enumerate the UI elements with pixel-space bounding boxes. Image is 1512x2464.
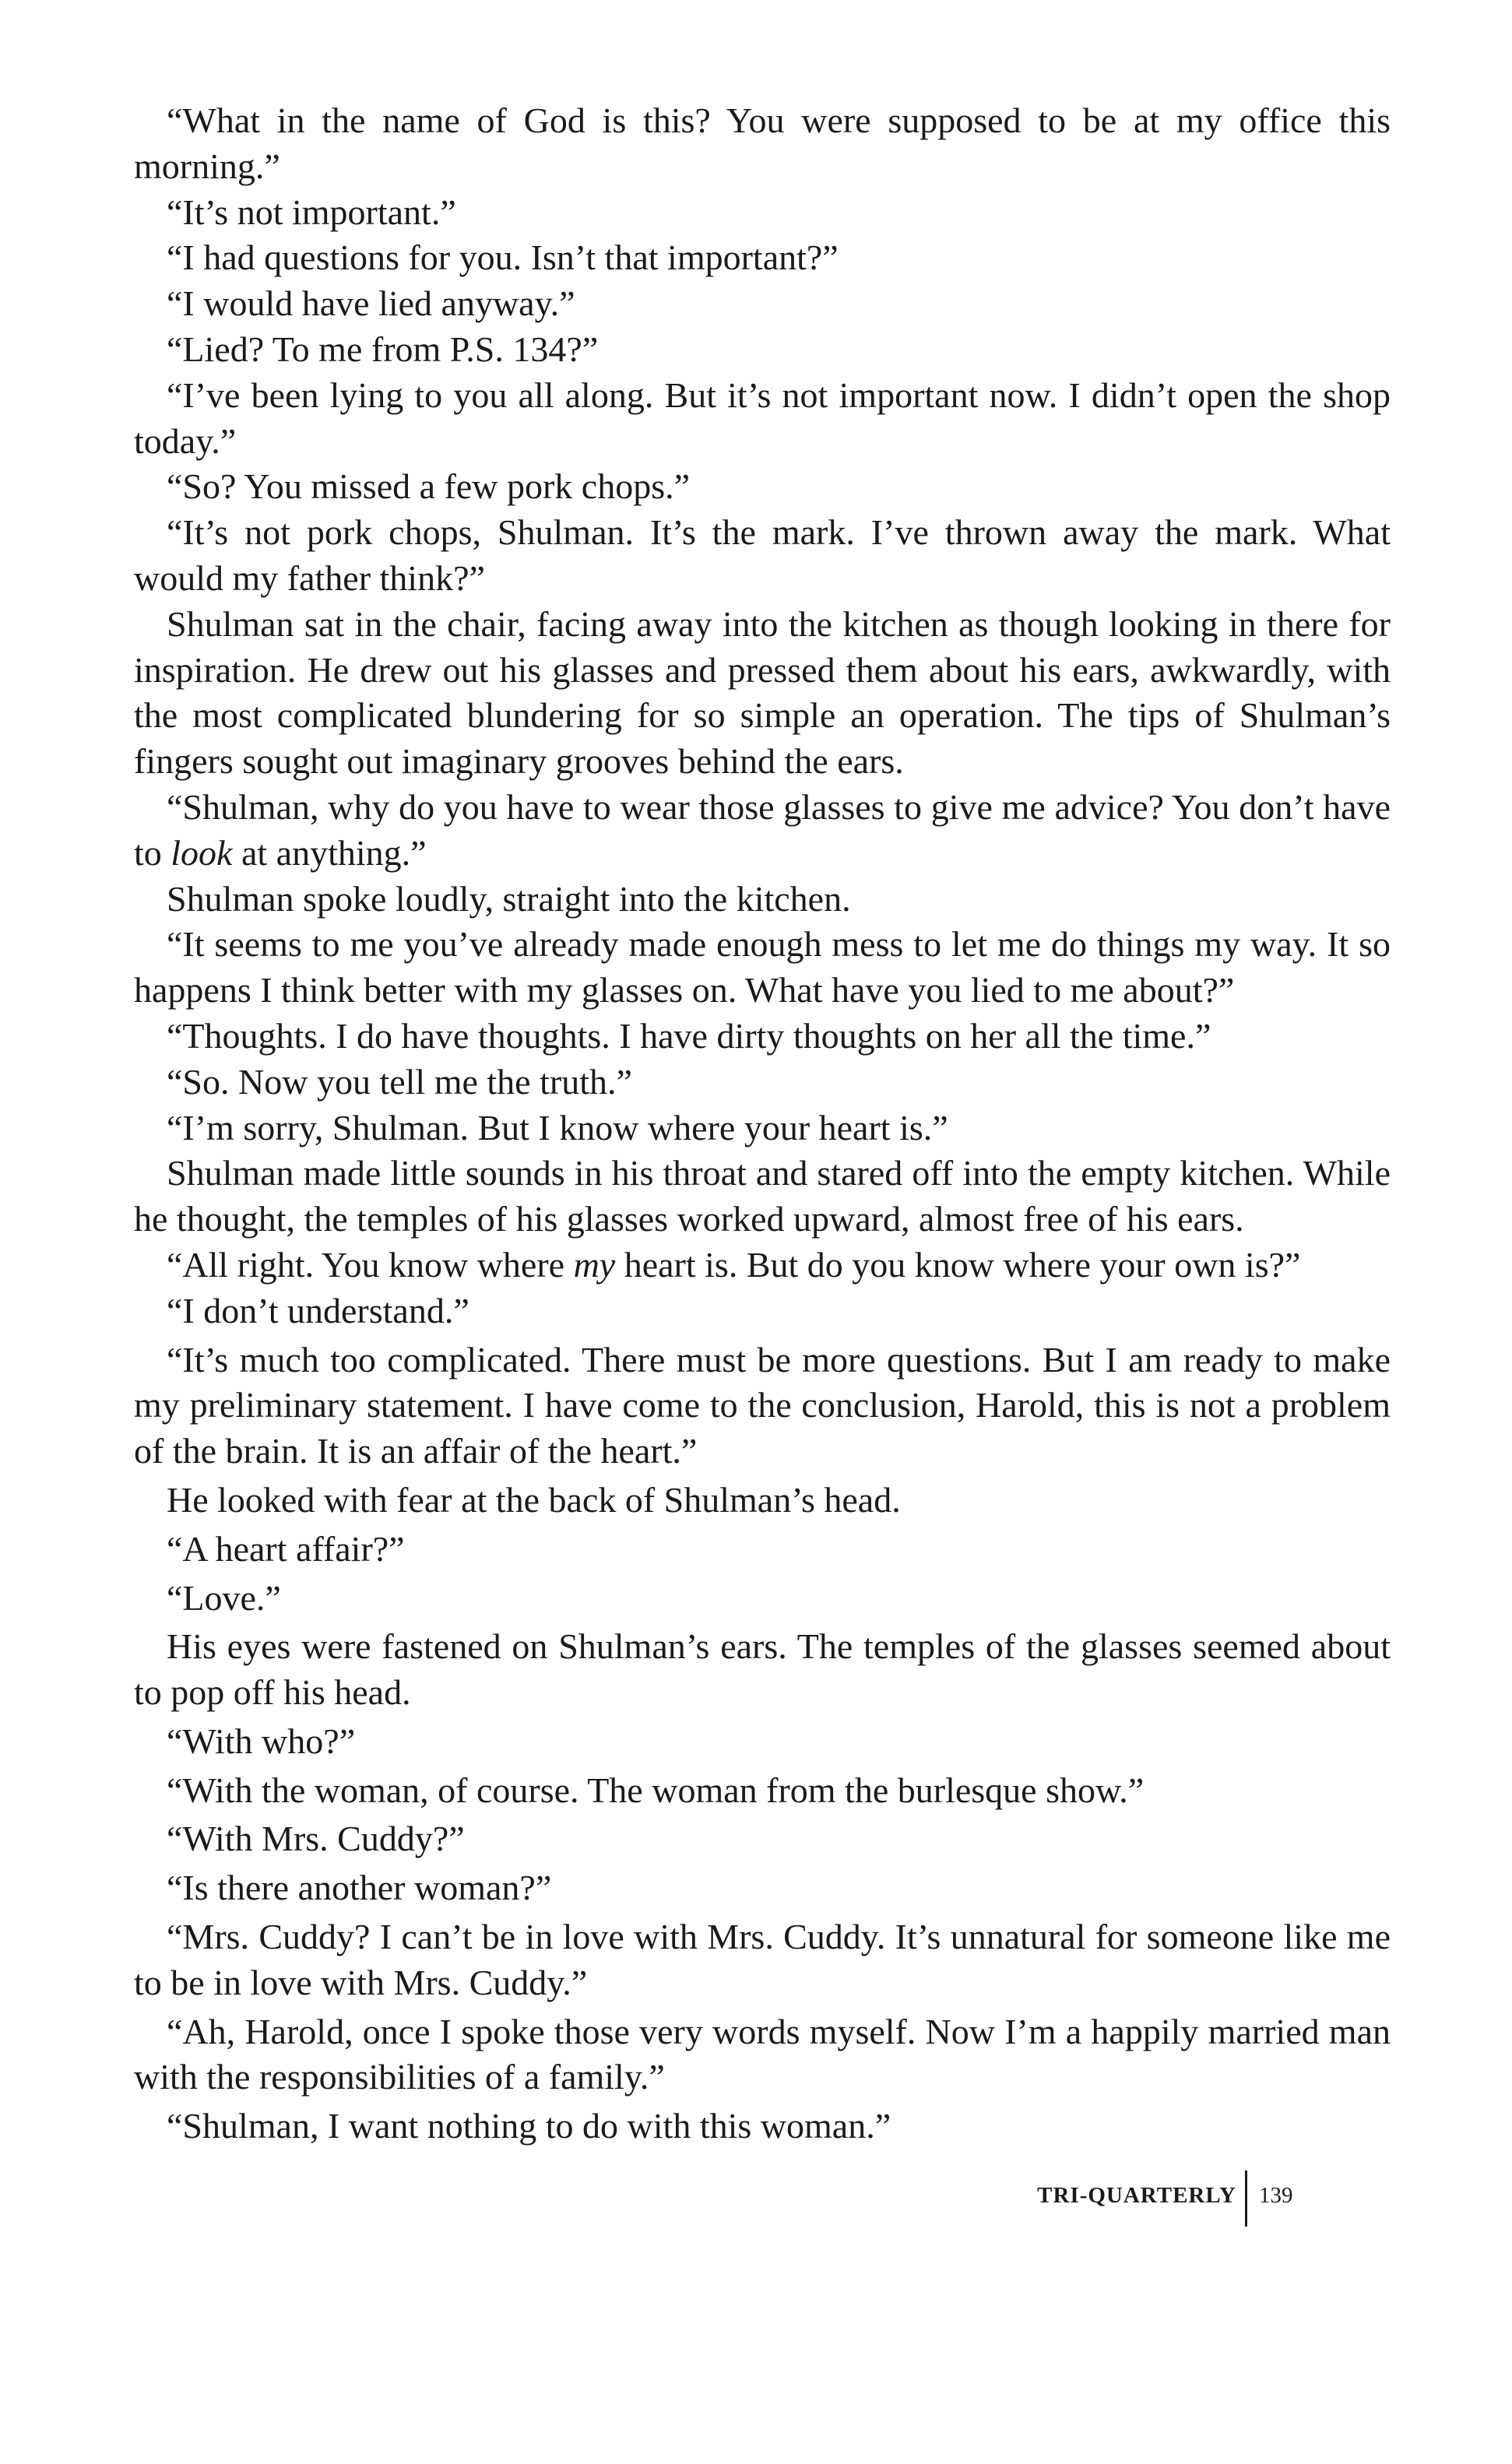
- paragraph: “Is there another woman?”: [167, 1868, 552, 1908]
- paragraph: “Love.”: [167, 1577, 281, 1618]
- paragraph: “With who?”: [167, 1721, 356, 1761]
- paragraph: He looked with fear at the back of Shulman’s head.: [167, 1479, 901, 1520]
- paragraph: Shulman made little sounds in his throat and stared off into the empty kitchen. While he thought, the temples of his glasses worked upward, almost free of his ears.: [134, 1153, 1391, 1239]
- text-run: heart is. But do you know where your own is?”: [615, 1244, 1301, 1285]
- footer-divider: [1245, 2170, 1247, 2227]
- paragraph: “It’s not important.”: [167, 192, 456, 232]
- text-run: at anything.”: [232, 832, 427, 873]
- paragraph: [134, 1243, 1391, 1288]
- paragraph: “I’m sorry, Shulman. But I know where your heart is.”: [167, 1107, 948, 1148]
- paragraph: “I don’t understand.”: [167, 1290, 469, 1330]
- paragraph: His eyes were fastened on Shulman’s ears. The temples of the glasses seemed about to pop off his head.: [134, 1626, 1391, 1713]
- paragraph: Shulman spoke loudly, straight into the kitchen.: [167, 878, 851, 919]
- paragraph: “What in the name of God is this? You were supposed to be at my office this morning.”: [134, 100, 1391, 186]
- paragraph: “Lied? To me from P.S. 134?”: [167, 329, 599, 369]
- paragraph: “Thoughts. I do have thoughts. I have dirty thoughts on her all the time.”: [167, 1015, 1211, 1056]
- paragraph: Shulman sat in the chair, facing away into the kitchen as though looking in there for inspiration. He drew out his glasses and pressed them about his ears, awkwardly, with the most complicated blundering for so simple an operation. The tips of Shulman’s fingers sought out imaginary grooves behind the ears.: [134, 603, 1391, 782]
- paragraph: “It’s much too complicated. There must be more questions. But I am ready to make my preliminary statement. I have come to the conclusion, Harold, this is not a problem of the brain. It is an affair of the heart.”: [134, 1339, 1391, 1471]
- paragraph: “So? You missed a few pork chops.”: [167, 466, 691, 507]
- paragraph: “With Mrs. Cuddy?”: [167, 1819, 465, 1859]
- paragraph: “It seems to me you’ve already made enough mess to let me do things my way. It so happens I think better with my glasses on. What have you lied to me about?”: [134, 924, 1391, 1011]
- paragraph: “Shulman, I want nothing to do with this woman.”: [167, 2106, 891, 2146]
- text-run: “Shulman, why do you have to wear those glasses to give me advice? You don’t have to: [134, 786, 1391, 873]
- paragraph: [134, 785, 1391, 877]
- paragraph: “A heart affair?”: [167, 1528, 405, 1569]
- paragraph: “Ah, Harold, once I spoke those very words myself. Now I’m a happily married man with the responsibilities of a family.”: [134, 2011, 1391, 2097]
- paragraph: “I had questions for you. Isn’t that important?”: [167, 237, 839, 278]
- emphasis: my: [573, 1244, 616, 1285]
- running-footer: [0, 2170, 1512, 2227]
- emphasis: look: [171, 832, 233, 873]
- paragraph: “With the woman, of course. The woman from the burlesque show.”: [167, 1770, 1145, 1810]
- paragraph: “So. Now you tell me the truth.”: [167, 1061, 632, 1102]
- paragraph: “Mrs. Cuddy? I can’t be in love with Mrs. Cuddy. It’s unnatural for someone like me to be in love with Mrs. Cuddy.”: [134, 1917, 1391, 2002]
- journal-name: TRI-QUARTERLY: [1037, 2183, 1236, 2208]
- page-number: 139: [1259, 2183, 1293, 2208]
- paragraph: “It’s not pork chops, Shulman. It’s the mark. I’ve thrown away the mark. What would my father think?”: [134, 512, 1391, 598]
- body-text: [134, 98, 1391, 2149]
- paragraph: “I’ve been lying to you all along. But it’s not important now. I didn’t open the shop today.”: [134, 374, 1391, 461]
- paragraph: “I would have lied anyway.”: [167, 283, 575, 324]
- text-run: “All right. You know where: [167, 1244, 574, 1285]
